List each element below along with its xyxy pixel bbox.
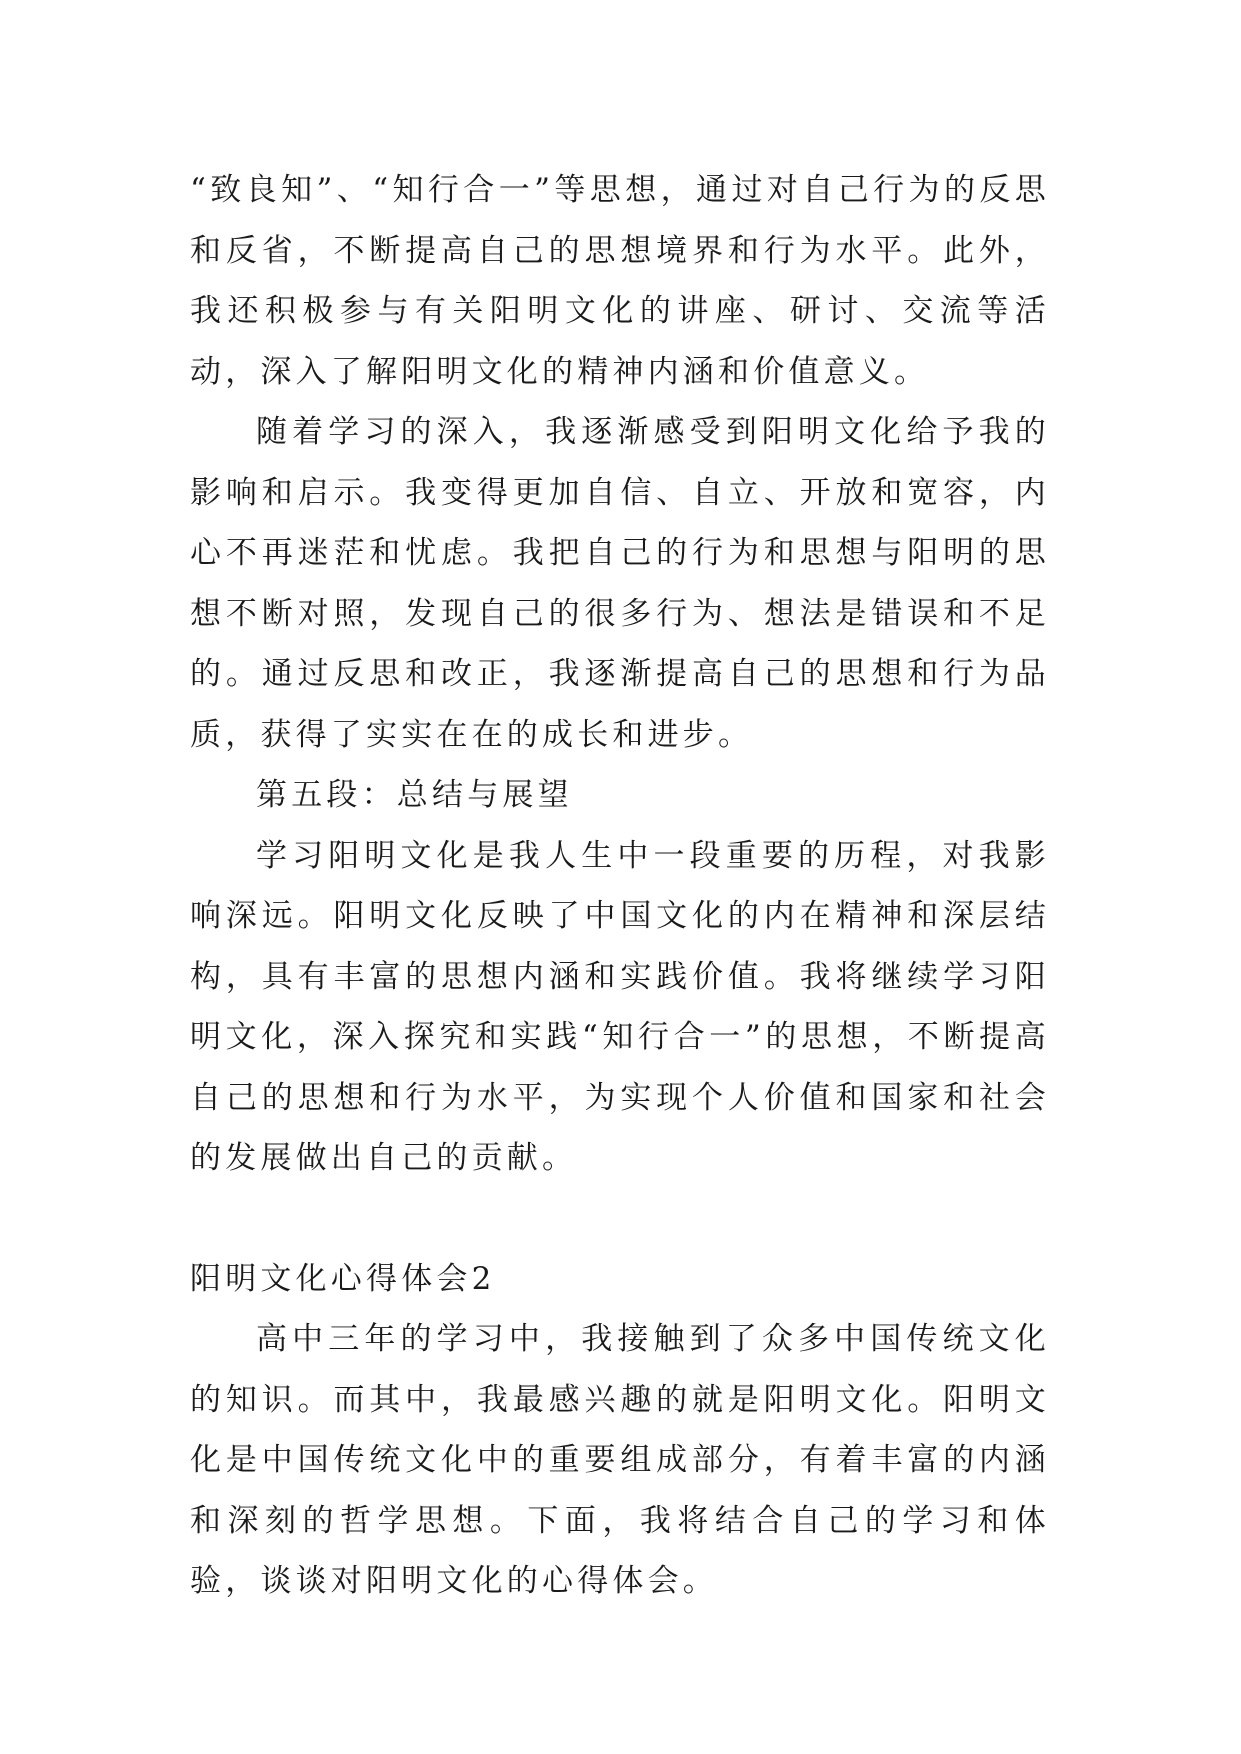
paragraph-continuation: “致良知”、“知行合一”等思想，通过对自己行为的反思和反省，不断提高自己的思想境界和行为水平。此外，我还积极参与有关阳明文化的讲座、研讨、交流等活动，深入了解阳明文化的精神内涵和价值意义。	[190, 172, 1050, 390]
document-body	[190, 160, 1050, 1612]
paragraph-intro-2: 高中三年的学习中，我接触到了众多中国传统文化的知识。而其中，我最感兴趣的就是阳明文化。阳明文化是中国传统文化中的重要组成部分，有着丰富的内涵和深刻的哲学思想。下面，我将结合自己的学习和体验，谈谈对阳明文化的心得体会。	[190, 1321, 1050, 1599]
paragraph-influence: 随着学习的深入，我逐渐感受到阳明文化给予我的影响和启示。我变得更加自信、自立、开放和宽容，内心不再迷茫和忧虑。我把自己的行为和思想与阳明的思想不断对照，发现自己的很多行为、想法是错误和不足的。通过反思和改正，我逐渐提高自己的思想和行为品质，获得了实实在在的成长和进步。	[190, 414, 1050, 753]
section-title: 阳明文化心得体会2	[190, 1260, 496, 1297]
paragraph-summary: 学习阳明文化是我人生中一段重要的历程，对我影响深远。阳明文化反映了中国文化的内在精神和深层结构，具有丰富的思想内涵和实践价值。我将继续学习阳明文化，深入探究和实践“知行合一”的思想，不断提高自己的思想和行为水平，为实现个人价值和国家和社会的发展做出自己的贡献。	[190, 837, 1050, 1176]
paragraph-heading-part5: 第五段：总结与展望	[256, 777, 573, 813]
